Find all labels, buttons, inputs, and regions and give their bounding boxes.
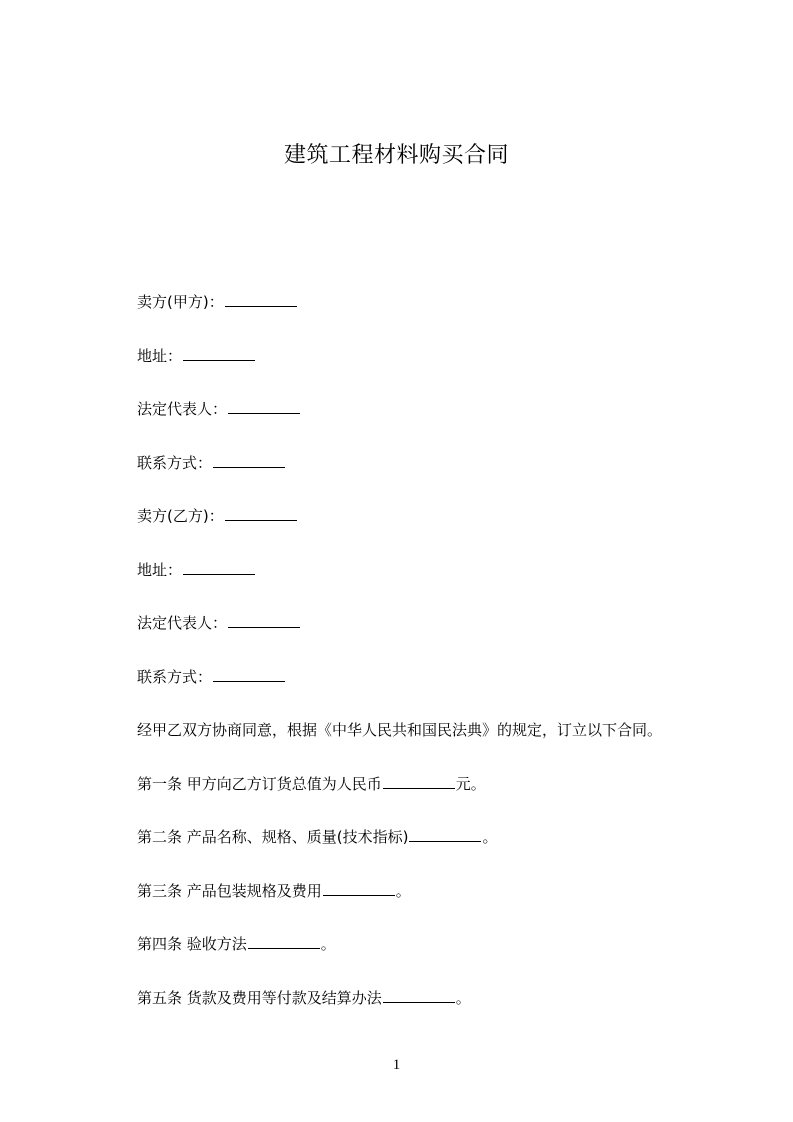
article-2-blank (409, 827, 481, 842)
article-1 (137, 774, 486, 794)
party-b-line (137, 506, 298, 526)
article-3-suffix: 。 (395, 882, 411, 900)
article-4 (137, 934, 336, 954)
party-b-representative-line (137, 613, 301, 633)
party-a-representative-label: 法定代表人： (137, 400, 228, 418)
article-2-suffix: 。 (482, 828, 498, 846)
article-4-blank (248, 934, 320, 949)
article-5 (137, 988, 471, 1008)
party-a-contact-blank (213, 453, 285, 468)
article-3 (137, 881, 411, 901)
article-4-text: 第四条 验收方法 (137, 935, 247, 953)
article-2-text: 第二条 产品名称、规格、质量(技术指标) (137, 828, 409, 846)
article-1-suffix: 元。 (455, 775, 486, 793)
party-b-representative-label: 法定代表人： (137, 614, 228, 632)
party-b-contact-label: 联系方式： (137, 668, 213, 686)
party-a-representative-line (137, 399, 301, 419)
party-b-address-line (137, 560, 256, 580)
article-3-text: 第三条 产品包装规格及费用 (137, 882, 322, 900)
party-b-contact-blank (213, 667, 285, 682)
party-b-blank (225, 506, 297, 521)
article-3-blank (323, 881, 395, 896)
party-b-address-blank (183, 560, 255, 575)
party-b-representative-blank (228, 613, 300, 628)
article-1-text: 第一条 甲方向乙方订货总值为人民币 (137, 775, 382, 793)
party-a-representative-blank (228, 399, 300, 414)
party-a-label: 卖方(甲方)： (137, 293, 224, 311)
party-b-label: 卖方(乙方)： (137, 507, 224, 525)
page-number: 1 (392, 1057, 401, 1073)
preamble-paragraph: 经甲乙双方协商同意，根据《中华人民共和国民法典》的规定，订立以下合同。 (137, 721, 663, 739)
article-5-blank (383, 988, 455, 1003)
party-a-contact-label: 联系方式： (137, 454, 213, 472)
article-1-blank (383, 774, 455, 789)
party-a-address-line (137, 346, 256, 366)
party-a-address-label: 地址： (137, 347, 183, 365)
party-a-blank (225, 292, 297, 307)
article-2 (137, 827, 498, 847)
party-a-contact-line (137, 453, 286, 473)
article-4-suffix: 。 (320, 935, 336, 953)
document-title: 建筑工程材料购买合同 (283, 143, 509, 168)
article-5-suffix: 。 (455, 989, 471, 1007)
party-b-address-label: 地址： (137, 561, 183, 579)
article-5-text: 第五条 货款及费用等付款及结算办法 (137, 989, 382, 1007)
party-b-contact-line (137, 667, 286, 687)
party-a-address-blank (183, 346, 255, 361)
party-a-line (137, 292, 298, 312)
